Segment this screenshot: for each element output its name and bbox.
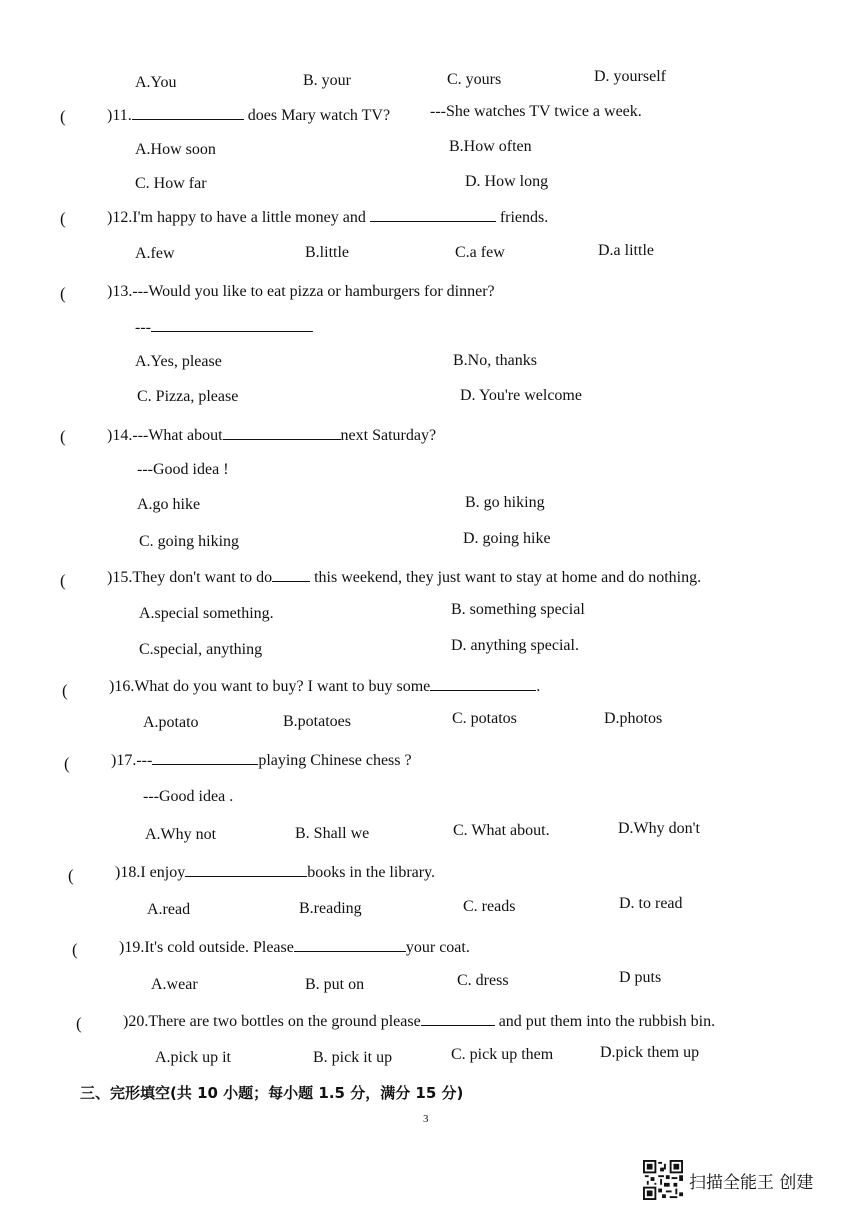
question-stem-end: .: [536, 678, 541, 695]
answer-paren: (: [60, 427, 66, 446]
answer-paren: (: [60, 107, 66, 126]
option-c: C. yours: [447, 71, 502, 88]
option-b: B.little: [305, 244, 349, 261]
option-a: A.pick up it: [155, 1049, 231, 1066]
option-a: A.go hike: [137, 496, 201, 513]
answer-paren: (: [64, 754, 70, 773]
scanner-watermark: [643, 1160, 813, 1200]
option-a: A.Why not: [145, 826, 217, 843]
question-stem: )12.I'm happy to have a little money and: [107, 209, 366, 226]
option-d: D. anything special.: [451, 637, 579, 654]
question-15: [107, 567, 701, 588]
option-a: A.few: [135, 245, 175, 262]
option-b: B. go hiking: [465, 494, 545, 511]
option-a: A.read: [147, 901, 191, 918]
page-number: 3: [423, 1113, 429, 1125]
answer-paren: (: [68, 866, 74, 885]
question-stem-end: and put them into the rubbish bin.: [498, 1013, 716, 1030]
question-14: [107, 425, 436, 446]
option-b: B. your: [303, 72, 351, 89]
reply-dash: ---: [135, 319, 151, 336]
answer-paren: (: [60, 571, 66, 590]
question-stem: )19.It's cold outside. Please: [119, 939, 294, 956]
option-c: C.special, anything: [139, 641, 263, 658]
option-d: D.Why don't: [618, 820, 700, 837]
option-d: D.pick them up: [600, 1044, 700, 1061]
question-stem: )20.There are two bottles on the ground please: [123, 1013, 421, 1030]
answer-paren: (: [60, 284, 66, 303]
option-b: B.reading: [299, 900, 362, 917]
option-b: B.How often: [449, 138, 532, 155]
option-a: A.You: [135, 74, 177, 91]
question-stem-end: this weekend, they just want to stay at home and do nothing.: [314, 569, 702, 586]
option-c: C. What about.: [453, 822, 550, 839]
option-a: A.How soon: [135, 141, 216, 158]
answer-paren: (: [72, 940, 78, 959]
question-20: [123, 1011, 715, 1032]
question-answer-line: ---She watches TV twice a week.: [430, 103, 642, 120]
option-b: B.No, thanks: [453, 352, 537, 369]
option-c: C. Pizza, please: [137, 388, 239, 405]
option-c: C. pick up them: [451, 1046, 554, 1063]
answer-paren: (: [76, 1014, 82, 1033]
option-d: D.a little: [598, 242, 654, 259]
question-stem-end: playing Chinese chess ?: [258, 752, 412, 769]
option-b: B.potatoes: [283, 713, 351, 730]
option-a: A.wear: [151, 976, 198, 993]
option-b: B. something special: [451, 601, 585, 618]
question-17: [111, 750, 412, 771]
option-b: B. Shall we: [295, 825, 370, 842]
question-13: )13.---Would you like to eat pizza or hamburgers for dinner?: [107, 283, 495, 300]
option-c: C. potatos: [452, 710, 517, 727]
question-stem-end: next Saturday?: [340, 427, 437, 444]
answer-blank: [185, 862, 307, 877]
question-stem: )14.---What about: [107, 427, 223, 444]
question-stem: does Mary watch TV?: [247, 107, 391, 124]
option-d: D. going hike: [463, 530, 551, 547]
answer-blank: [421, 1011, 495, 1026]
answer-blank: [152, 750, 258, 765]
answer-blank: [430, 676, 536, 691]
question-12: [107, 207, 548, 228]
question-16: [109, 676, 540, 697]
answer-paren: (: [60, 209, 66, 228]
qr-code-icon: [643, 1160, 683, 1200]
option-d: D puts: [619, 969, 662, 986]
question-stem: )15.They don't want to do: [107, 569, 273, 586]
question-number: )11.: [107, 107, 132, 124]
option-d: D. yourself: [594, 68, 666, 85]
option-c: C. reads: [463, 898, 516, 915]
watermark-text: 扫描全能王 创建: [689, 1172, 814, 1193]
question-stem-end: books in the library.: [307, 864, 436, 881]
answer-blank: [370, 207, 496, 222]
option-a: A.Yes, please: [135, 353, 222, 370]
question-19: [119, 937, 470, 958]
option-d: D.photos: [604, 710, 663, 727]
reply-line: ---Good idea !: [137, 461, 229, 478]
option-c: C. going hiking: [139, 533, 240, 550]
option-c: C.a few: [455, 244, 505, 261]
option-b: B. pick it up: [313, 1049, 393, 1066]
option-c: C. How far: [135, 175, 207, 192]
question-stem: )17.---: [111, 752, 153, 769]
answer-blank: [132, 105, 244, 120]
question-11: [107, 105, 390, 126]
option-d: D. You're welcome: [460, 387, 582, 404]
question-18: [115, 862, 435, 883]
answer-paren: (: [62, 681, 68, 700]
reply-line: [135, 317, 313, 338]
answer-blank: [223, 425, 341, 440]
option-c: C. dress: [457, 972, 509, 989]
section-title: 三、完形填空(共 10 小题；每小题 1.5 分，满分 15 分): [80, 1084, 464, 1102]
question-stem: )16.What do you want to buy? I want to buy some: [109, 678, 431, 695]
option-a: A.special something.: [139, 605, 274, 622]
answer-blank: [151, 317, 313, 332]
question-stem: )18.I enjoy: [115, 864, 186, 881]
answer-blank: [272, 567, 310, 582]
option-d: D. to read: [619, 895, 683, 912]
question-stem-end: friends.: [499, 209, 549, 226]
answer-blank: [294, 937, 406, 952]
reply-line: ---Good idea .: [143, 788, 234, 805]
option-b: B. put on: [305, 976, 365, 993]
question-stem-end: your coat.: [405, 939, 470, 956]
option-d: D. How long: [465, 173, 549, 190]
option-a: A.potato: [143, 714, 199, 731]
